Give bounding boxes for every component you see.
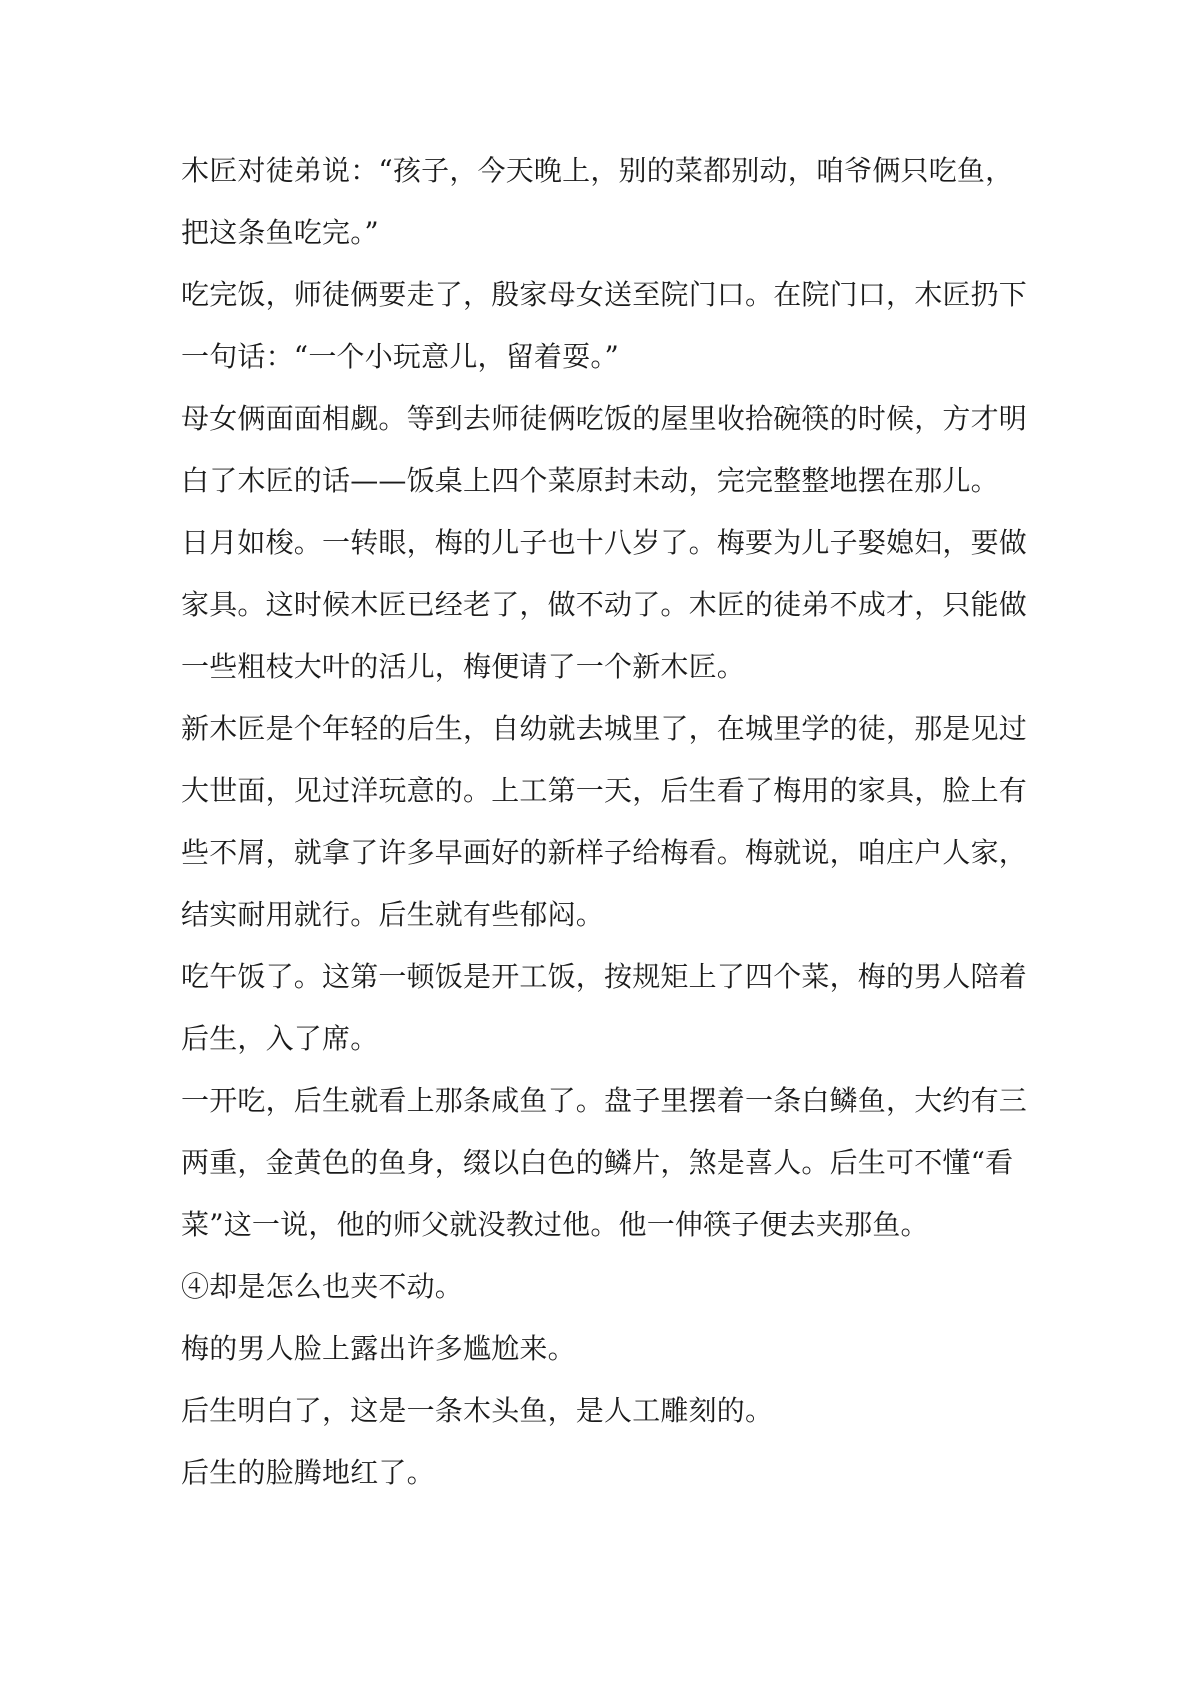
- text-line: 梅的男人脸上露出许多尴尬来。: [181, 1332, 576, 1365]
- text-line: 一些粗枝大叶的活儿，梅便请了一个新木匠。: [181, 650, 746, 683]
- text-line: 新木匠是个年轻的后生，自幼就去城里了，在城里学的徒，那是见过: [181, 712, 1028, 745]
- text-line: 吃完饭，师徒俩要走了，殷家母女送至院门口。在院门口，木匠扔下: [181, 278, 1028, 311]
- paragraph-9: [181, 1318, 1021, 1380]
- paragraph-10: [181, 1380, 1021, 1442]
- text-line: ④却是怎么也夹不动。: [181, 1270, 464, 1303]
- paragraph-8: [181, 1256, 1021, 1318]
- text-line: 一开吃，后生就看上那条咸鱼了。盘子里摆着一条白鳞鱼，大约有三: [181, 1084, 1028, 1117]
- text-line: 两重，金黄色的鱼身，缀以白色的鳞片，煞是喜人。后生可不懂“看: [181, 1146, 1014, 1179]
- paragraph-1: [181, 140, 1021, 264]
- text-line: 大世面，见过洋玩意的。上工第一天，后生看了梅用的家具，脸上有: [181, 774, 1028, 807]
- text-line: 木匠对徒弟说：“孩子，今天晚上，别的菜都别动，咱爷俩只吃鱼，: [181, 154, 1014, 187]
- paragraph-4: [181, 512, 1028, 698]
- paragraph-2: [181, 264, 1028, 388]
- text-line: 母女俩面面相觑。等到去师徒俩吃饭的屋里收拾碗筷的时候，方才明: [181, 402, 1028, 435]
- text-line: 把这条鱼吃完。”: [181, 216, 379, 249]
- text-line: 家具。这时候木匠已经老了，做不动了。木匠的徒弟不成才，只能做: [181, 588, 1028, 621]
- paragraph-5: [181, 698, 1028, 946]
- paragraph-7: [181, 1070, 1028, 1256]
- text-line: 后生明白了，这是一条木头鱼，是人工雕刻的。: [181, 1394, 774, 1427]
- text-line: 一句话：“一个小玩意儿，留着耍。”: [181, 340, 620, 373]
- text-line: 些不屑，就拿了许多早画好的新样子给梅看。梅就说，咱庄户人家，: [181, 836, 1028, 869]
- text-line: 菜”这一说，他的师父就没教过他。他一伸筷子便去夹那鱼。: [181, 1208, 929, 1241]
- text-line: 后生，入了席。: [181, 1022, 379, 1055]
- text-line: 后生的脸腾地红了。: [181, 1456, 435, 1489]
- paragraph-3: [181, 388, 1028, 512]
- text-line: 结实耐用就行。后生就有些郁闷。: [181, 898, 605, 931]
- text-line: 日月如梭。一转眼，梅的儿子也十八岁了。梅要为儿子娶媳妇，要做: [181, 526, 1028, 559]
- paragraph-11: [181, 1442, 1021, 1504]
- text-line: 吃午饭了。这第一顿饭是开工饭，按规矩上了四个菜，梅的男人陪着: [181, 960, 1028, 993]
- text-line: 白了木匠的话——饭桌上四个菜原封未动，完完整整地摆在那儿。: [181, 464, 999, 497]
- paragraph-6: [181, 946, 1028, 1070]
